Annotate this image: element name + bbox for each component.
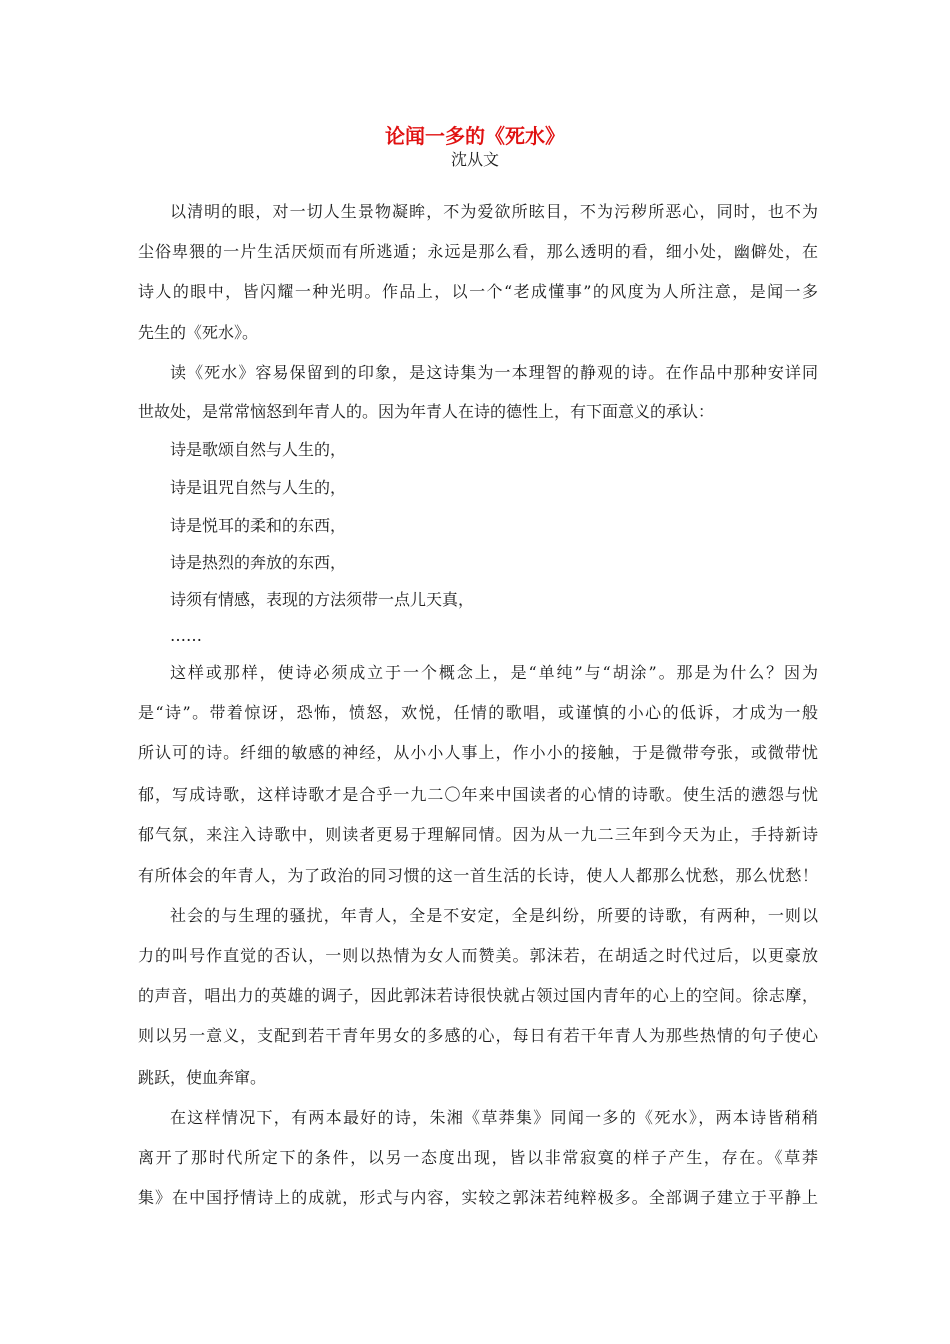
- text-line: 郁气氛，来注入诗歌中，则读者更易于理解同情。因为从一九二三年到今天为止，手持新诗: [138, 825, 818, 844]
- text-line: 诗人的眼中，皆闪耀一种光明。作品上，以一个“老成懂事”的风度为人所注意，是闻一多: [138, 282, 818, 301]
- document-title: 论闻一多的《死水》: [385, 124, 565, 148]
- poem-line: 诗是热烈的奔放的东西，: [170, 553, 347, 572]
- text-line: 以清明的眼，对一切人生景物凝眸，不为爱欲所眩目，不为污秽所恶心，同时，也不为: [170, 202, 818, 221]
- text-line: 有所体会的年青人，为了政治的同习惯的这一首生活的长诗，使人人都那么忧愁，那么忧愁！: [138, 866, 818, 885]
- text-line: 跳跃，使血奔窜。: [138, 1068, 267, 1087]
- text-line: 所认可的诗。纤细的敏感的神经，从小小人事上，作小小的接触，于是微带夸张，或微带忧: [138, 743, 818, 762]
- document-author: 沈从文: [450, 150, 499, 169]
- poem-line: 诗是诅咒自然与人生的，: [170, 478, 347, 497]
- text-line: 则以另一意义，支配到若干青年男女的多感的心，每日有若干年青人为那些热情的句子使心: [138, 1026, 818, 1045]
- text-line: 社会的与生理的骚扰，年青人，全是不安定，全是纠纷，所要的诗歌，有两种，一则以: [170, 906, 818, 925]
- text-line: 世故处，是常常恼怒到年青人的。因为年青人在诗的德性上，有下面意义的承认：: [138, 402, 715, 421]
- text-line: 集》在中国抒情诗上的成就，形式与内容，实较之郭沫若纯粹极多。全部调子建立于平静上: [138, 1188, 818, 1207]
- text-line: 力的叫号作直觉的否认，一则以热情为女人而赞美。郭沫若，在胡适之时代过后，以更豪放: [138, 946, 818, 965]
- text-line: 是“诗”。带着惊讶，恐怖，愤怒，欢悦，任情的歌唱，或谨慎的小心的低诉，才成为一般: [138, 703, 818, 722]
- poem-ellipsis: ……: [170, 626, 202, 645]
- text-line: 的声音，唱出力的英雄的调子，因此郭沫若诗很快就占领过国内青年的心上的空间。徐志摩，: [138, 986, 818, 1005]
- text-line: 读《死水》容易保留到的印象，是这诗集为一本理智的静观的诗。在作品中那种安详同: [170, 363, 818, 382]
- text-line: 先生的《死水》。: [138, 323, 259, 342]
- poem-line: 诗须有情感，表现的方法须带一点儿天真，: [170, 590, 475, 609]
- text-line: 郁，写成诗歌，这样诗歌才是合乎一九二〇年来中国读者的心情的诗歌。使生活的懑怨与忧: [138, 785, 818, 804]
- text-line: 在这样情况下，有两本最好的诗，朱湘《草莽集》同闻一多的《死水》，两本诗皆稍稍: [170, 1108, 818, 1127]
- text-line: 尘俗卑猥的一片生活厌烦而有所逃遁；永远是那么看，那么透明的看，细小处，幽僻处，在: [138, 242, 818, 261]
- poem-line: 诗是歌颂自然与人生的，: [170, 440, 347, 459]
- text-line: 离开了那时代所定下的条件，以另一态度出现，皆以非常寂寞的样子产生，存在。《草莽: [138, 1148, 818, 1167]
- poem-line: 诗是悦耳的柔和的东西，: [170, 516, 347, 535]
- text-line: 这样或那样，使诗必须成立于一个概念上，是“单纯”与“胡涂”。那是为什么？因为: [170, 663, 818, 682]
